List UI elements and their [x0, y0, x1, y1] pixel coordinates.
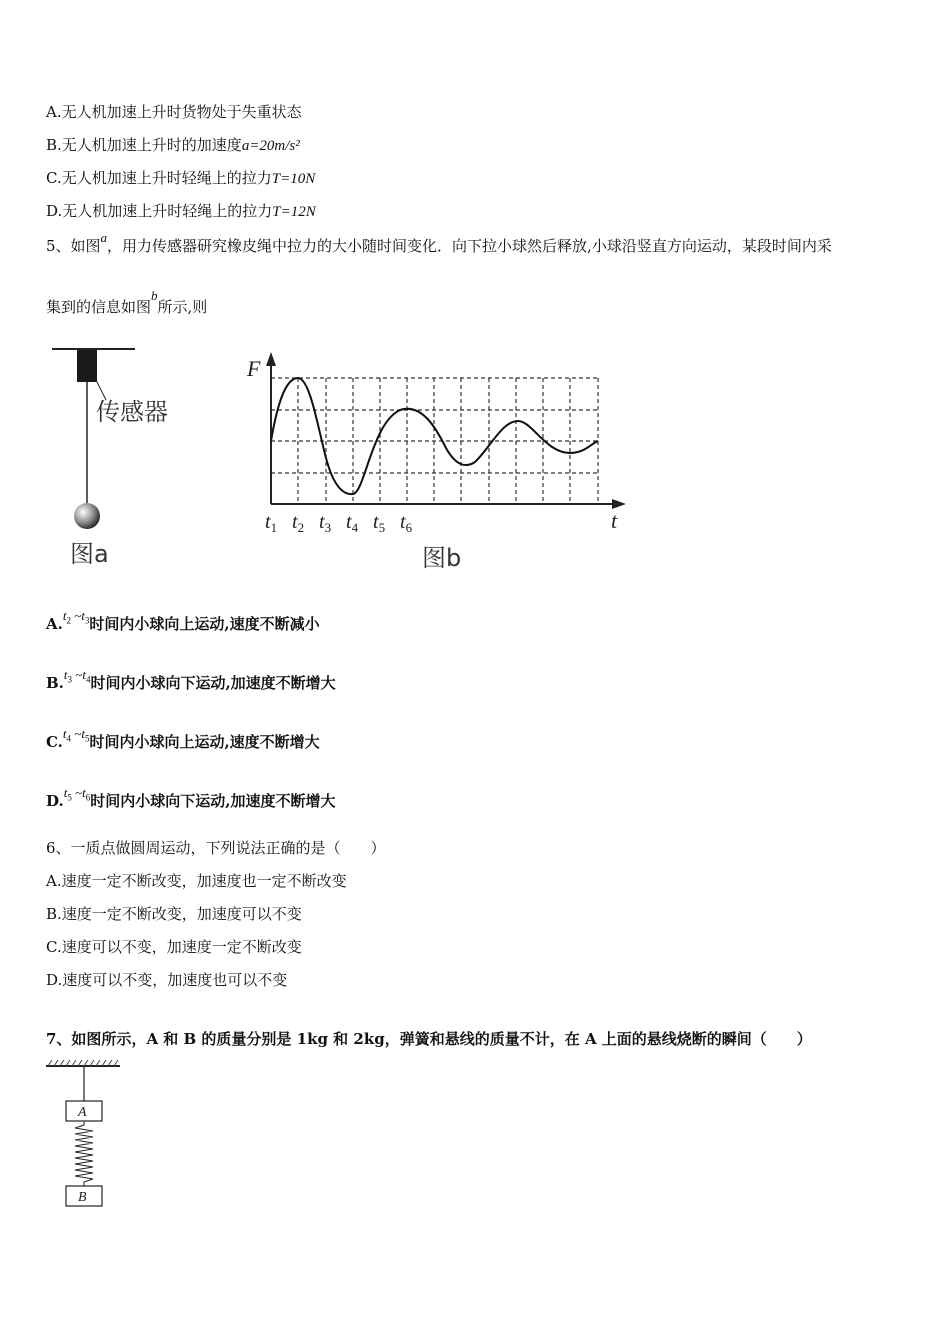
- ball: [74, 503, 100, 529]
- q7-stem: 7、如图所示，A 和 B 的质量分别是 1kg 和 2kg，弹簧和悬线的质量不计，在 A 上面的悬线烧断的瞬间（ ）: [46, 1030, 812, 1048]
- q4-option-d: D.无人机加速上升时轻绳上的拉力T=12N: [46, 202, 316, 220]
- q5-option-a: $A.t_2$ $\sim t_3$时间内小球向上运动,速度不断减小: [46, 608, 320, 633]
- sensor-label: 传感器: [96, 398, 168, 426]
- q5-option-c: $C.t_4$ $\sim t_5$时间内小球向上运动,速度不断增大: [46, 726, 320, 751]
- figure-a-caption: 图a: [70, 540, 109, 568]
- tick-t3: $t_3$: [319, 511, 332, 535]
- sensor-pointer: [95, 378, 106, 400]
- y-axis-label: F: [247, 356, 261, 381]
- q6-option-d: D.速度可以不变，加速度也可以不变: [46, 971, 288, 989]
- q5-stem-line1: 5、如图a，用力传感器研究橡皮绳中拉力的大小随时间变化．向下拉小球然后释放,小球沿竖直方向运动，某段时间内采: [46, 230, 832, 255]
- x-axis-label: t: [611, 508, 618, 533]
- block-a-label: A: [78, 1105, 87, 1120]
- tick-t1: $t_1$: [265, 511, 278, 535]
- q4-option-b: B.无人机加速上升时的加速度a=20m/s²: [46, 136, 300, 154]
- y-axis-arrow: [266, 352, 276, 366]
- q6-stem: 6、一质点做圆周运动，下列说法正确的是（ ）: [46, 839, 386, 857]
- sensor-block: [77, 350, 97, 382]
- q6-option-a: A.速度一定不断改变，加速度也一定不断改变: [46, 872, 347, 890]
- tick-t2: $t_2$: [292, 511, 305, 535]
- figure-a: [40, 340, 210, 575]
- q5-stem-line2: 集到的信息如图b所示,则: [46, 288, 208, 316]
- figure-b-caption: 图b: [422, 544, 462, 572]
- grid: [271, 378, 598, 504]
- block-b-label: B: [78, 1190, 87, 1205]
- q4-option-a: A.无人机加速上升时货物处于失重状态: [46, 103, 302, 121]
- q6-option-b: B.速度一定不断改变，加速度可以不变: [46, 905, 302, 923]
- q6-option-c: C.速度可以不变，加速度一定不断改变: [46, 938, 302, 956]
- figure-b: [240, 348, 635, 578]
- q4-option-c: C.无人机加速上升时轻绳上的拉力T=10N: [46, 169, 316, 187]
- q5-option-b: $B.t_3$ $\sim t_4$时间内小球向下运动,加速度不断增大: [46, 667, 336, 692]
- q5-option-d: $D.t_5$ $\sim t_6$时间内小球向下运动,加速度不断增大: [46, 785, 336, 810]
- figure-q7: [44, 1058, 124, 1210]
- tick-t5: $t_5$: [373, 511, 386, 535]
- tick-t4: $t_4$: [346, 511, 359, 535]
- spring: [75, 1121, 93, 1186]
- tick-t6: $t_6$: [400, 511, 413, 535]
